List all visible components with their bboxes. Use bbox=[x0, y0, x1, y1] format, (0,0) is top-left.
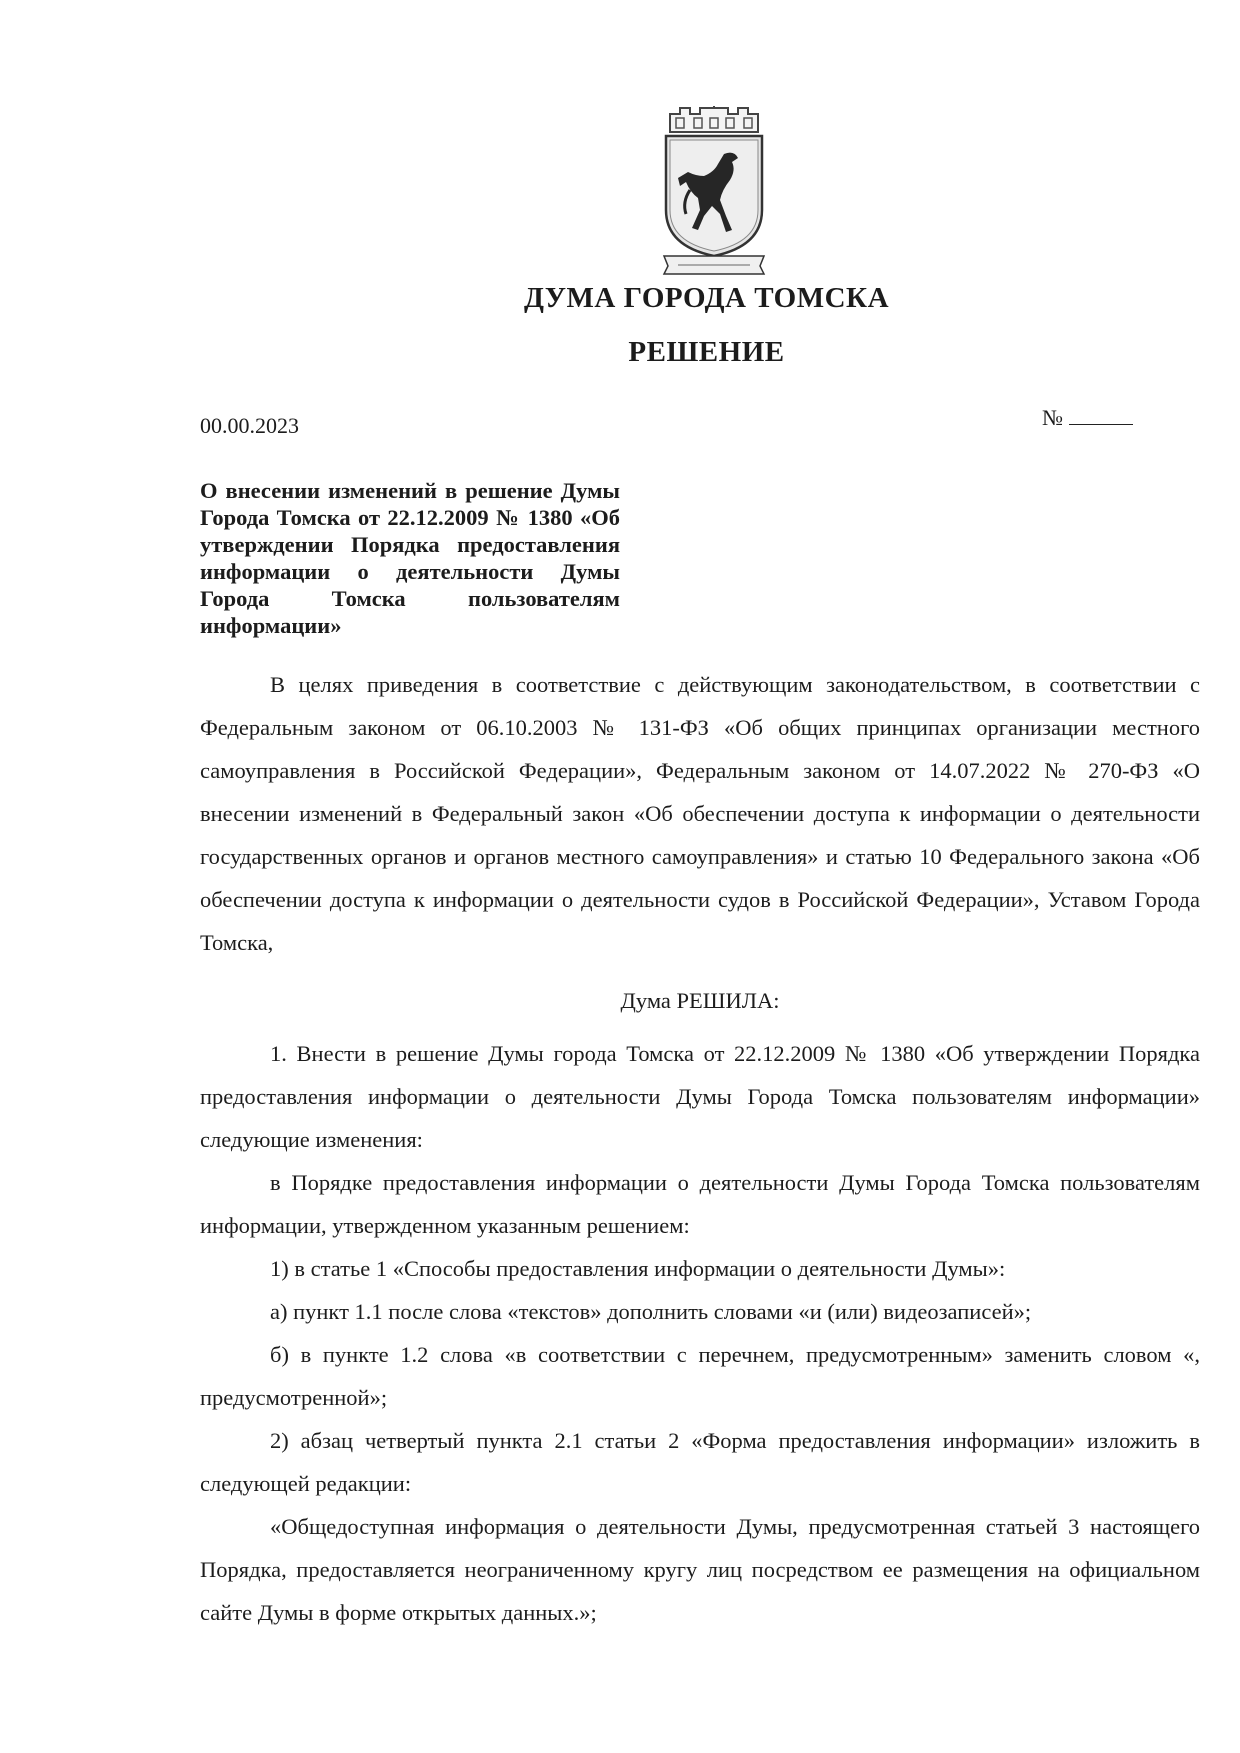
body-paragraph: а) пункт 1.1 после слова «текстов» дополнить словами «и (или) видеозаписей»; bbox=[270, 1299, 1032, 1324]
number-blank-line bbox=[1069, 406, 1133, 425]
document-type-title: РЕШЕНИЕ bbox=[628, 336, 785, 368]
organization-title: ДУМА ГОРОДА ТОМСКА bbox=[523, 282, 890, 314]
number-label: № bbox=[1042, 405, 1063, 430]
body-paragraph: 1. Внести в решение Думы города Томска от 22.12.2009 № 1380 «Об утверждении Порядка предоставления информации о деятельности Думы Города Томска пользователям информации» следующие изменения: bbox=[200, 1041, 1200, 1152]
body-paragraph: б) в пункте 1.2 слова «в соответствии с перечнем, предусмотренным» заменить словом «, предусмотренной»; bbox=[200, 1342, 1200, 1410]
document-date: 00.00.2023 bbox=[200, 413, 299, 438]
preamble-paragraph: В целях приведения в соответствие с действующим законодательством, в соответствии с Федеральным законом от 06.10.2003 № 131-ФЗ «Об общих принципах организации местного самоуправления в Российской Федерации», Федеральным законом от 14.07.2022 № 270-ФЗ «О внесении изменений в Федеральный закон «Об обеспечении доступа к информации о деятельности государственных органов и органов местного самоуправления» и статью 10 Федерального закона «Об обеспечении доступа к информации о деятельности судов в Российской Федерации», Уставом Города Томска, bbox=[200, 672, 1200, 955]
document-subject: О внесении изменений в решение Думы Города Томска от 22.12.2009 № 1380 «Об утверждении Порядка предоставления информации о деятельности Думы Города Томска пользователям информации» bbox=[200, 478, 620, 638]
body-paragraph: 1) в статье 1 «Способы предоставления информации о деятельности Думы»: bbox=[270, 1256, 1006, 1281]
tomsk-coat-of-arms-icon bbox=[660, 106, 768, 278]
document-body bbox=[200, 663, 1200, 1634]
body-paragraph: «Общедоступная информация о деятельности Думы, предусмотренная статьей 3 настоящего Порядка, предоставляется неограниченному кругу лиц посредством ее размещения на официальном сайте Думы в форме открытых данных.»; bbox=[200, 1514, 1200, 1625]
body-paragraph: 2) абзац четвертый пункта 2.1 статьи 2 «Форма предоставления информации» изложить в следующей редакции: bbox=[200, 1428, 1200, 1496]
document-number bbox=[1042, 405, 1133, 431]
body-paragraph: в Порядке предоставления информации о деятельности Думы Города Томска пользователям информации, утвержденном указанным решением: bbox=[200, 1170, 1200, 1238]
resolution-heading: Дума РЕШИЛА: bbox=[620, 988, 780, 1013]
